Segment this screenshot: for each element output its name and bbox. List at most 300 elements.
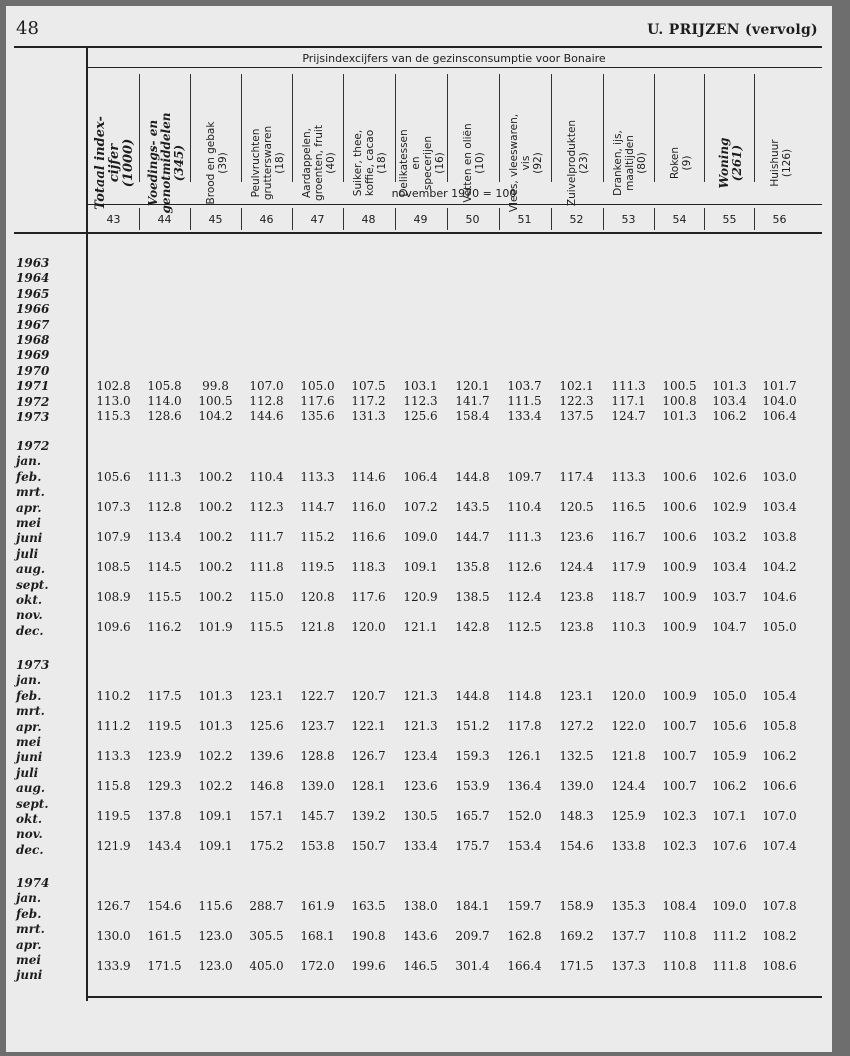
- data-cell: 148.3: [559, 809, 594, 823]
- data-cell: 121.8: [611, 749, 646, 763]
- data-cell: 161.9: [300, 899, 335, 913]
- row-label: 1971: [16, 379, 50, 394]
- data-cell: 112.3: [403, 394, 438, 408]
- title-rule: [86, 67, 822, 68]
- data-cell: 105.8: [147, 379, 182, 393]
- data-cell: 115.3: [96, 409, 131, 423]
- data-cell: 109.1: [403, 560, 438, 574]
- data-cell: 100.6: [662, 500, 697, 514]
- data-cell: 124.4: [611, 779, 646, 793]
- data-cell: 120.9: [403, 590, 438, 604]
- data-cell: 131.3: [351, 409, 386, 423]
- data-cell: 139.0: [559, 779, 594, 793]
- row-label: 1967: [16, 317, 50, 332]
- header-column-rule: [292, 74, 293, 182]
- data-cell: 105.8: [762, 719, 797, 733]
- data-cell: 105.6: [712, 719, 747, 733]
- data-cell: 105.6: [96, 470, 131, 484]
- row-label: mei: [16, 735, 41, 749]
- data-cell: 113.3: [96, 749, 131, 763]
- data-cell: 130.0: [96, 929, 131, 943]
- data-cell: 135.3: [611, 899, 646, 913]
- data-cell: 146.8: [249, 779, 284, 793]
- data-cell: 128.6: [147, 409, 182, 423]
- data-cell: 137.3: [611, 959, 646, 973]
- data-cell: 305.5: [249, 929, 284, 943]
- column-number-49: 49: [413, 213, 428, 226]
- data-cell: 106.2: [712, 409, 747, 423]
- data-cell: 122.0: [611, 719, 646, 733]
- data-cell: 117.8: [507, 719, 542, 733]
- column-number-50: 50: [465, 213, 480, 226]
- row-label: juni: [16, 750, 43, 765]
- data-cell: 111.8: [249, 560, 284, 574]
- data-cell: 128.8: [300, 749, 335, 763]
- data-cell: 119.5: [300, 560, 335, 574]
- row-label: feb.: [16, 688, 42, 703]
- data-cell: 122.3: [559, 394, 594, 408]
- data-cell: 122.1: [351, 719, 386, 733]
- number-column-rule: [499, 208, 500, 230]
- data-cell: 121.9: [96, 839, 131, 853]
- row-label: sept.: [16, 577, 49, 592]
- header-column-rule: [190, 74, 191, 182]
- row-label: jan.: [16, 454, 42, 469]
- row-label: juni: [16, 968, 43, 983]
- data-cell: 128.1: [351, 779, 386, 793]
- data-cell: 154.6: [147, 899, 182, 913]
- number-column-rule: [395, 208, 396, 230]
- data-cell: 123.1: [559, 689, 594, 703]
- row-label: apr.: [16, 500, 42, 515]
- data-cell: 115.5: [249, 620, 284, 634]
- data-cell: 123.0: [198, 929, 233, 943]
- column-number-54: 54: [672, 213, 687, 226]
- column-header-52: Zuivelprodukten (23): [566, 119, 590, 207]
- row-label: 1972: [16, 439, 50, 453]
- data-cell: 142.8: [455, 620, 490, 634]
- document-page: [6, 6, 832, 1052]
- data-cell: 121.3: [403, 719, 438, 733]
- row-label: sept.: [16, 796, 49, 811]
- number-column-rule: [754, 208, 755, 230]
- data-cell: 154.6: [559, 839, 594, 853]
- data-cell: 104.2: [762, 560, 797, 574]
- header-column-rule: [343, 74, 344, 182]
- data-cell: 113.3: [611, 470, 646, 484]
- data-cell: 117.6: [300, 394, 335, 408]
- data-cell: 111.5: [507, 394, 542, 408]
- data-cell: 135.8: [455, 560, 490, 574]
- data-cell: 125.6: [403, 409, 438, 423]
- data-cell: 159.7: [507, 899, 542, 913]
- number-column-rule: [139, 208, 140, 230]
- data-cell: 110.4: [507, 500, 542, 514]
- data-cell: 108.6: [762, 959, 797, 973]
- data-cell: 99.8: [202, 379, 229, 393]
- row-label: 1973: [16, 658, 50, 672]
- data-cell: 143.5: [455, 500, 490, 514]
- header-column-rule: [395, 74, 396, 182]
- row-label: 1973: [16, 410, 50, 424]
- data-cell: 110.8: [662, 929, 697, 943]
- data-cell: 113.3: [300, 470, 335, 484]
- data-cell: 102.3: [662, 809, 697, 823]
- data-cell: 143.4: [147, 839, 182, 853]
- data-cell: 115.5: [147, 590, 182, 604]
- data-cell: 101.3: [712, 379, 747, 393]
- column-header-55: Woning (261): [717, 137, 744, 189]
- data-cell: 101.3: [662, 409, 697, 423]
- data-cell: 114.8: [507, 689, 542, 703]
- data-cell: 124.7: [611, 409, 646, 423]
- data-cell: 199.6: [351, 959, 386, 973]
- column-header-50: Vetten en oliën (10): [462, 123, 486, 203]
- column-number-44: 44: [157, 213, 172, 226]
- data-cell: 105.0: [712, 689, 747, 703]
- row-label: 1969: [16, 348, 50, 363]
- column-number-48: 48: [361, 213, 376, 226]
- data-cell: 139.0: [300, 779, 335, 793]
- data-cell: 114.0: [147, 394, 182, 408]
- data-cell: 168.1: [300, 929, 335, 943]
- data-cell: 112.4: [507, 590, 542, 604]
- data-cell: 102.9: [712, 500, 747, 514]
- header-column-rule: [754, 74, 755, 182]
- data-cell: 102.2: [198, 779, 233, 793]
- row-label: juli: [16, 765, 39, 780]
- data-cell: 139.6: [249, 749, 284, 763]
- number-column-rule: [551, 208, 552, 230]
- row-label: juli: [16, 546, 39, 561]
- data-cell: 111.8: [712, 959, 747, 973]
- data-cell: 103.2: [712, 530, 747, 544]
- data-cell: 103.7: [507, 379, 542, 393]
- data-cell: 159.3: [455, 749, 490, 763]
- data-cell: 107.6: [712, 839, 747, 853]
- data-cell: 100.2: [198, 560, 233, 574]
- header-column-rule: [139, 74, 140, 182]
- data-cell: 102.3: [662, 839, 697, 853]
- data-cell: 108.4: [662, 899, 697, 913]
- data-cell: 158.9: [559, 899, 594, 913]
- data-cell: 113.4: [147, 530, 182, 544]
- data-cell: 115.8: [96, 779, 131, 793]
- number-column-rule: [704, 208, 705, 230]
- data-cell: 107.3: [96, 500, 131, 514]
- row-label: mrt.: [16, 704, 45, 719]
- data-cell: 110.4: [249, 470, 284, 484]
- header-column-rule: [551, 74, 552, 182]
- data-cell: 121.8: [300, 620, 335, 634]
- data-cell: 120.7: [351, 689, 386, 703]
- data-cell: 103.4: [712, 560, 747, 574]
- data-cell: 104.2: [198, 409, 233, 423]
- data-cell: 117.6: [351, 590, 386, 604]
- row-label: dec.: [16, 842, 44, 857]
- data-cell: 101.9: [198, 620, 233, 634]
- data-cell: 111.2: [712, 929, 747, 943]
- column-number-52: 52: [569, 213, 584, 226]
- data-cell: 109.1: [198, 839, 233, 853]
- column-number-53: 53: [621, 213, 636, 226]
- row-label: okt.: [16, 593, 43, 607]
- column-header-44: Voedings- en genotmiddelen (345): [145, 112, 186, 214]
- header-column-rule: [704, 74, 705, 182]
- data-cell: 100.9: [662, 560, 697, 574]
- data-cell: 171.5: [559, 959, 594, 973]
- data-cell: 146.5: [403, 959, 438, 973]
- number-column-rule: [603, 208, 604, 230]
- column-number-45: 45: [208, 213, 223, 226]
- data-cell: 169.2: [559, 929, 594, 943]
- data-cell: 301.4: [455, 959, 490, 973]
- data-cell: 175.7: [455, 839, 490, 853]
- data-cell: 108.2: [762, 929, 797, 943]
- data-cell: 138.5: [455, 590, 490, 604]
- data-cell: 114.7: [300, 500, 335, 514]
- data-cell: 100.7: [662, 749, 697, 763]
- data-cell: 151.2: [455, 719, 490, 733]
- data-cell: 125.6: [249, 719, 284, 733]
- data-cell: 118.7: [611, 590, 646, 604]
- data-cell: 103.0: [762, 470, 797, 484]
- column-header-51: Vlees, vleeswaren, vis (92): [508, 113, 544, 213]
- data-cell: 115.2: [300, 530, 335, 544]
- data-cell: 113.0: [96, 394, 131, 408]
- data-cell: 120.0: [611, 689, 646, 703]
- row-label: dec.: [16, 623, 44, 638]
- row-label: feb.: [16, 469, 42, 484]
- data-cell: 123.0: [198, 959, 233, 973]
- data-cell: 126.7: [96, 899, 131, 913]
- data-cell: 115.6: [198, 899, 233, 913]
- row-label: apr.: [16, 719, 42, 734]
- data-cell: 107.8: [762, 899, 797, 913]
- row-label: 1972: [16, 394, 50, 409]
- data-cell: 116.0: [351, 500, 386, 514]
- data-cell: 105.0: [300, 379, 335, 393]
- data-cell: 123.6: [403, 779, 438, 793]
- column-header-56: Huishuur (126): [769, 139, 793, 187]
- data-cell: 133.4: [403, 839, 438, 853]
- data-cell: 103.8: [762, 530, 797, 544]
- data-cell: 129.3: [147, 779, 182, 793]
- row-label: nov.: [16, 827, 43, 842]
- data-cell: 105.9: [712, 749, 747, 763]
- data-cell: 139.2: [351, 809, 386, 823]
- row-label: jan.: [16, 673, 42, 688]
- data-cell: 109.1: [198, 809, 233, 823]
- top-rule: [14, 46, 822, 48]
- data-cell: 103.4: [762, 500, 797, 514]
- data-cell: 184.1: [455, 899, 490, 913]
- data-cell: 123.6: [559, 530, 594, 544]
- data-cell: 109.0: [712, 899, 747, 913]
- data-cell: 141.7: [455, 394, 490, 408]
- data-cell: 111.7: [249, 530, 284, 544]
- data-cell: 117.9: [611, 560, 646, 574]
- row-label: 1974: [16, 876, 50, 890]
- data-cell: 106.4: [403, 470, 438, 484]
- header-column-rule: [654, 74, 655, 182]
- data-cell: 130.5: [403, 809, 438, 823]
- data-cell: 109.6: [96, 620, 131, 634]
- data-cell: 116.7: [611, 530, 646, 544]
- row-label: 1963: [16, 256, 50, 270]
- data-cell: 116.6: [351, 530, 386, 544]
- row-label: mrt.: [16, 922, 45, 937]
- column-header-46: Peulvruchten grutterswaren (18): [250, 125, 286, 201]
- data-cell: 100.6: [662, 530, 697, 544]
- data-cell: 166.4: [507, 959, 542, 973]
- data-cell: 100.7: [662, 779, 697, 793]
- data-cell: 111.3: [507, 530, 542, 544]
- column-header-45: Brood en gebak (39): [205, 121, 229, 205]
- data-cell: 111.3: [611, 379, 646, 393]
- column-header-47: Aardappelen, groenten, fruit (40): [301, 125, 337, 201]
- row-label: nov.: [16, 608, 43, 623]
- data-cell: 100.8: [662, 394, 697, 408]
- data-cell: 100.7: [662, 719, 697, 733]
- data-cell: 103.4: [712, 394, 747, 408]
- data-cell: 116.2: [147, 620, 182, 634]
- data-cell: 101.3: [198, 689, 233, 703]
- data-cell: 120.1: [455, 379, 490, 393]
- data-cell: 117.5: [147, 689, 182, 703]
- data-cell: 106.4: [762, 409, 797, 423]
- number-column-rule: [447, 208, 448, 230]
- data-cell: 108.9: [96, 590, 131, 604]
- data-cell: 105.4: [762, 689, 797, 703]
- data-cell: 100.5: [198, 394, 233, 408]
- data-cell: 106.2: [712, 779, 747, 793]
- data-cell: 405.0: [249, 959, 284, 973]
- data-cell: 133.4: [507, 409, 542, 423]
- bottom-rule: [86, 996, 822, 998]
- data-cell: 107.9: [96, 530, 131, 544]
- data-cell: 105.0: [762, 620, 797, 634]
- column-header-53: Dranken, ijs, maaltijden (80): [612, 130, 648, 196]
- column-number-43: 43: [106, 213, 121, 226]
- data-cell: 175.2: [249, 839, 284, 853]
- row-label: mei: [16, 953, 41, 967]
- data-cell: 288.7: [249, 899, 284, 913]
- data-cell: 100.2: [198, 590, 233, 604]
- data-cell: 100.5: [662, 379, 697, 393]
- data-cell: 123.8: [559, 590, 594, 604]
- data-cell: 123.9: [147, 749, 182, 763]
- data-cell: 143.6: [403, 929, 438, 943]
- data-cell: 100.2: [198, 470, 233, 484]
- header-column-rule: [499, 74, 500, 182]
- data-cell: 120.0: [351, 620, 386, 634]
- data-cell: 144.8: [455, 689, 490, 703]
- data-cell: 107.4: [762, 839, 797, 853]
- data-cell: 103.7: [712, 590, 747, 604]
- data-cell: 116.5: [611, 500, 646, 514]
- header-column-rule: [603, 74, 604, 182]
- column-number-55: 55: [722, 213, 737, 226]
- header-column-rule: [447, 74, 448, 182]
- data-cell: 111.2: [96, 719, 131, 733]
- row-label: 1964: [16, 271, 50, 286]
- data-cell: 112.6: [507, 560, 542, 574]
- data-cell: 120.8: [300, 590, 335, 604]
- data-cell: 163.5: [351, 899, 386, 913]
- number-column-rule: [292, 208, 293, 230]
- data-cell: 137.8: [147, 809, 182, 823]
- data-cell: 136.4: [507, 779, 542, 793]
- data-cell: 101.7: [762, 379, 797, 393]
- data-cell: 126.1: [507, 749, 542, 763]
- data-cell: 161.5: [147, 929, 182, 943]
- data-cell: 102.2: [198, 749, 233, 763]
- row-label: feb.: [16, 906, 42, 921]
- data-cell: 123.1: [249, 689, 284, 703]
- data-cell: 153.9: [455, 779, 490, 793]
- column-header-48: Suiker, thee, koffie, cacao (18): [352, 129, 388, 197]
- number-column-rule: [654, 208, 655, 230]
- data-cell: 121.1: [403, 620, 438, 634]
- data-cell: 104.0: [762, 394, 797, 408]
- number-column-rule: [190, 208, 191, 230]
- data-cell: 123.8: [559, 620, 594, 634]
- data-cell: 100.6: [662, 470, 697, 484]
- column-number-46: 46: [259, 213, 274, 226]
- data-cell: 109.0: [403, 530, 438, 544]
- column-number-56: 56: [772, 213, 787, 226]
- data-cell: 117.4: [559, 470, 594, 484]
- data-cell: 112.5: [507, 620, 542, 634]
- data-cell: 124.4: [559, 560, 594, 574]
- data-cell: 150.7: [351, 839, 386, 853]
- data-cell: 106.2: [762, 749, 797, 763]
- data-cell: 103.1: [403, 379, 438, 393]
- data-cell: 152.0: [507, 809, 542, 823]
- data-cell: 100.2: [198, 530, 233, 544]
- data-cell: 144.7: [455, 530, 490, 544]
- data-cell: 171.5: [147, 959, 182, 973]
- data-cell: 209.7: [455, 929, 490, 943]
- row-label: 1965: [16, 286, 50, 301]
- row-label: jan.: [16, 891, 42, 906]
- data-cell: 127.2: [559, 719, 594, 733]
- row-label: juni: [16, 531, 43, 546]
- data-cell: 133.8: [611, 839, 646, 853]
- data-cell: 114.5: [147, 560, 182, 574]
- data-cell: 125.9: [611, 809, 646, 823]
- row-label: aug.: [16, 562, 46, 577]
- data-cell: 107.2: [403, 500, 438, 514]
- data-cell: 120.5: [559, 500, 594, 514]
- data-cell: 112.8: [249, 394, 284, 408]
- data-cell: 137.5: [559, 409, 594, 423]
- data-cell: 165.7: [455, 809, 490, 823]
- number-column-rule: [343, 208, 344, 230]
- data-cell: 121.3: [403, 689, 438, 703]
- data-cell: 110.3: [611, 620, 646, 634]
- number-column-rule: [241, 208, 242, 230]
- data-cell: 114.6: [351, 470, 386, 484]
- data-cell: 107.5: [351, 379, 386, 393]
- data-cell: 144.8: [455, 470, 490, 484]
- data-cell: 132.5: [559, 749, 594, 763]
- row-label: aug.: [16, 781, 46, 796]
- data-cell: 135.6: [300, 409, 335, 423]
- data-cell: 101.3: [198, 719, 233, 733]
- row-label: okt.: [16, 812, 43, 826]
